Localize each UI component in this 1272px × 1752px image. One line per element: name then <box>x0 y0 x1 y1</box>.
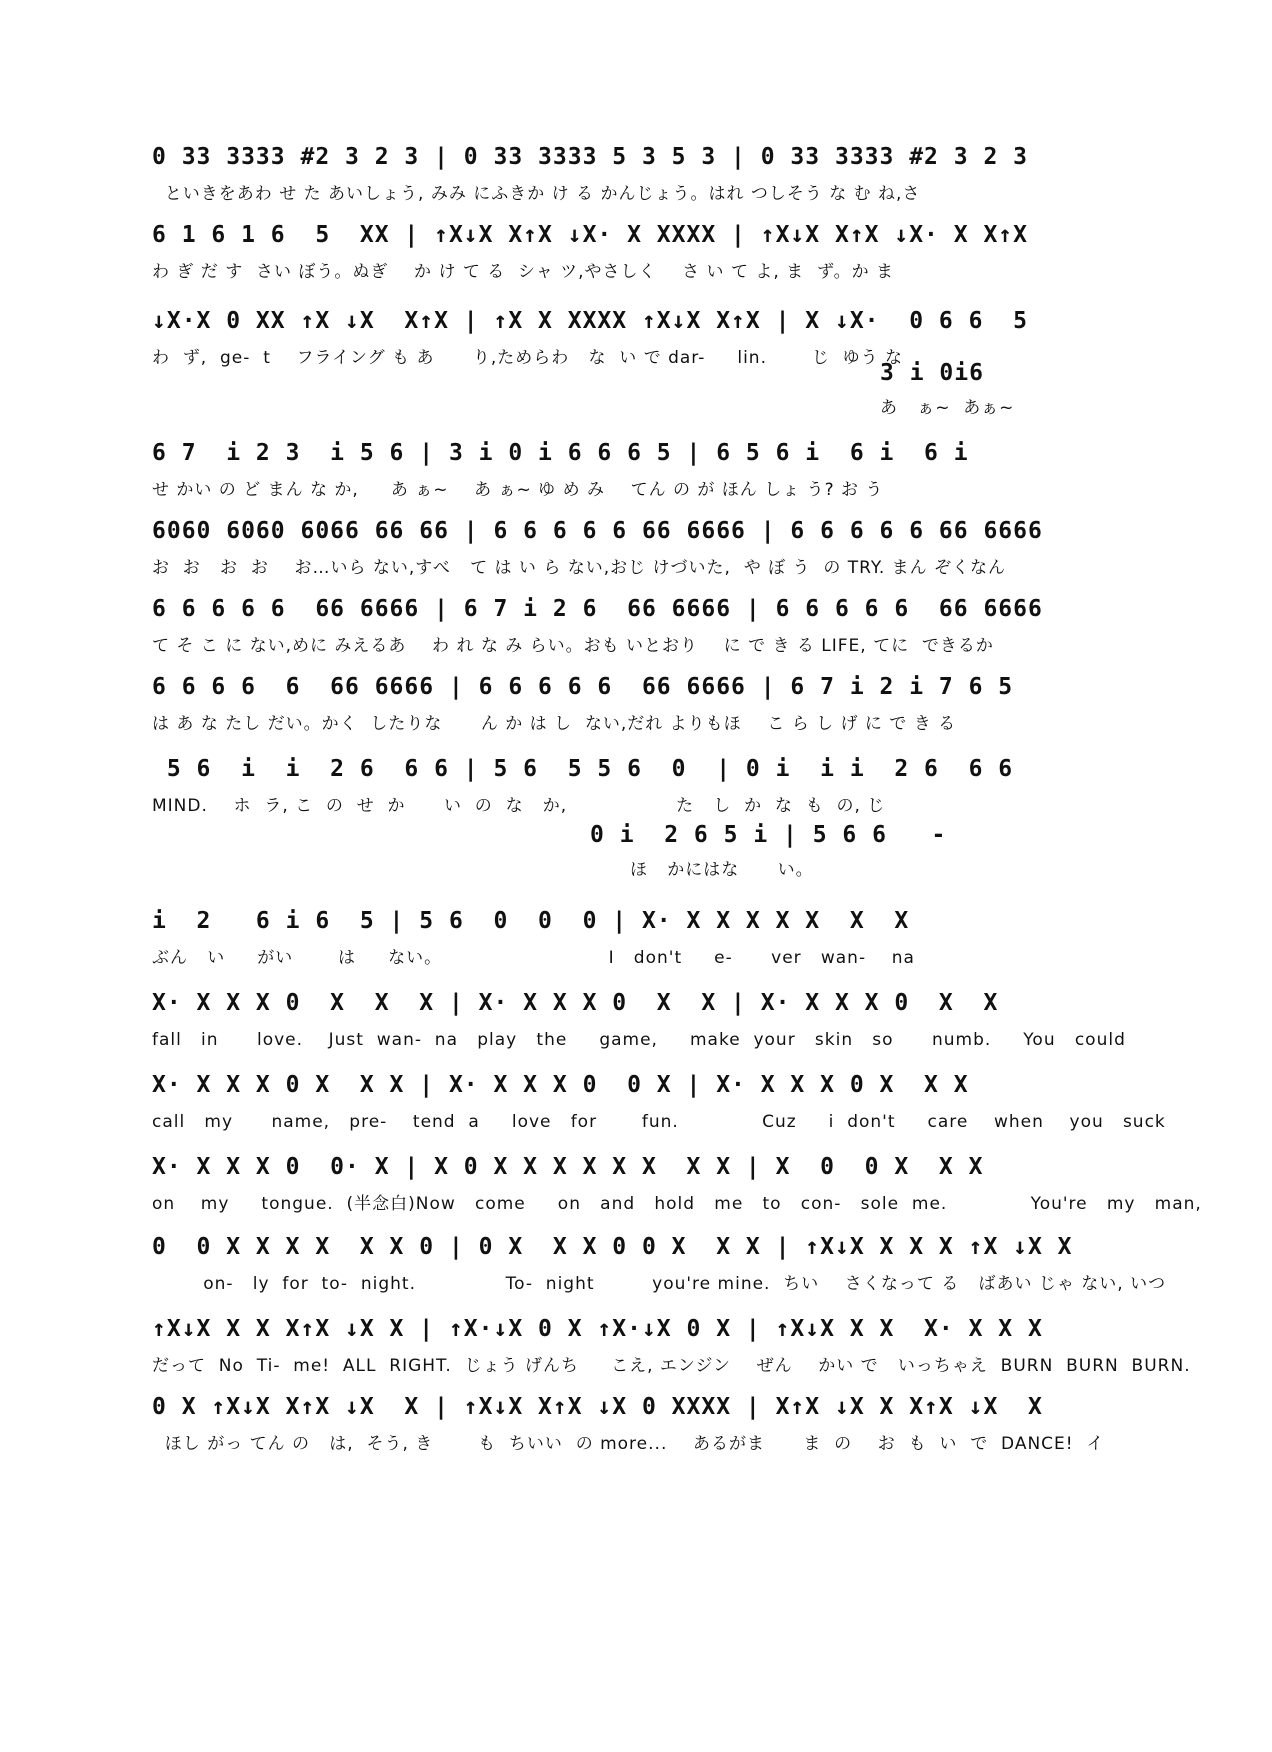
notation-line: 0 i 2 6 5 i | 5 6 6 - <box>590 822 947 848</box>
lyrics-line: MIND. ホ ラ, こ の せ か い の な か, た し か な も の, じ <box>152 796 886 816</box>
notation-line: 0 X ↑X↓X X↑X ↓X X | ↑X↓X X↑X ↓X 0 XXXX | X↑X ↓X X X↑X ↓X X <box>152 1394 1043 1420</box>
lyrics-line: ほし がっ てん の は, そう, き も ちいい の more... あるがま ま の お も い で DANCE! イ <box>152 1434 1105 1454</box>
notation-line: 6 6 6 6 6 66 6666 | 6 7 i 2 6 66 6666 | 6 6 6 6 6 66 6666 <box>152 596 1043 622</box>
lyrics-line: わ ぎ だ す さい ぼう。ぬぎ か け て る シャ ツ,やさしく さ い て よ, ま ず。か ま <box>152 262 895 282</box>
notation-line: 3 i 0i6 <box>880 360 984 386</box>
lyrics-line: て そ こ に ない,めに みえるあ わ れ な み らい。おも いとおり に で き る LIFE, てに できるか <box>152 636 994 656</box>
notation-line: 6060 6060 6066 66 66 | 6 6 6 6 6 66 6666 | 6 6 6 6 6 66 6666 <box>152 518 1043 544</box>
notation-line: 6 6 6 6 6 66 6666 | 6 6 6 6 6 66 6666 | 6 7 i 2 i 7 6 5 <box>152 674 1014 700</box>
notation-line: 5 6 i i 2 6 6 6 | 5 6 5 5 6 0 | 0 i i i 2 6 6 6 <box>152 756 1014 782</box>
lyrics-line: あ ぁ~ あぁ~ <box>880 398 1015 418</box>
notation-line: X· X X X 0 0· X | X 0 X X X X X X X X | X 0 0 X X X <box>152 1154 984 1180</box>
lyrics-line: は あ な たし だい。かく したりな ん か は し ない,だれ よりもほ こ ら し げ に で き る <box>152 714 957 734</box>
lyrics-line: ほ かにはな い。 <box>630 860 814 880</box>
lyrics-line: といきをあわ せ た あいしょう, みみ にふきか け る かんじょう。はれ つしそう な む ね,さ <box>152 184 921 204</box>
lyrics-line: せ かい の ど まん な か, あ ぁ~ あ ぁ~ ゆ め み てん の が ほん しょ う? お う <box>152 480 884 500</box>
notation-line: X· X X X 0 X X X | X· X X X 0 X X | X· X X X 0 X X <box>152 990 999 1016</box>
notation-line: X· X X X 0 X X X | X· X X X 0 0 X | X· X X X 0 X X X <box>152 1072 969 1098</box>
notation-line: 6 7 i 2 3 i 5 6 | 3 i 0 i 6 6 6 5 | 6 5 6 i 6 i 6 i <box>152 440 969 466</box>
notation-line: 6 1 6 1 6 5 XX | ↑X↓X X↑X ↓X· X XXXX | ↑X↓X X↑X ↓X· X X↑X <box>152 222 1028 248</box>
notation-line: 0 33 3333 #2 3 2 3 | 0 33 3333 5 3 5 3 | 0 33 3333 #2 3 2 3 <box>152 144 1028 170</box>
notation-line: ↑X↓X X X X↑X ↓X X | ↑X·↓X 0 X ↑X·↓X 0 X | ↑X↓X X X X· X X X <box>152 1316 1043 1342</box>
lyrics-line: だって No Ti- me! ALL RIGHT. じょう げんち こえ, エンジン ぜん かい で いっちゃえ BURN BURN BURN. <box>152 1356 1191 1376</box>
score-subline-2 <box>590 818 947 880</box>
notation-line: ↓X·X 0 XX ↑X ↓X X↑X | ↑X X XXXX ↑X↓X X↑X | X ↓X· 0 6 6 5 <box>152 308 1028 334</box>
lyrics-line: わ ず, ge- t フライング も あ り,ためらわ な い で dar- lin. じ ゆう な <box>152 348 904 368</box>
lyrics-line: on- ly for to- night. To- night you're mine. ちい さくなって る ばあい じゃ ない, いつ <box>152 1274 1167 1294</box>
lyrics-line: call my name, pre- tend a love for fun. Cuz i don't care when you suck <box>152 1112 1166 1132</box>
lyrics-line: ぶん い がい は ない。 I don't e- ver wan- na <box>152 948 915 968</box>
score-subline-1 <box>880 356 1015 418</box>
notation-line: 0 0 X X X X X X 0 | 0 X X X 0 0 X X X | ↑X↓X X X X ↑X ↓X X <box>152 1234 1073 1260</box>
lyrics-line: on my tongue. (半念白)Now come on and hold me to con- sole me. You're my man, <box>152 1194 1202 1214</box>
notation-line: i 2 6 i 6 5 | 5 6 0 0 0 | X· X X X X X X X <box>152 908 910 934</box>
lyrics-line: お お お お お…いら ない,すべ て は い ら ない,おじ けづいた, や ぼ う の TRY. まん ぞくなん <box>152 558 1007 578</box>
lyrics-line: fall in love. Just wan- na play the game, make your skin so numb. You could <box>152 1030 1126 1050</box>
